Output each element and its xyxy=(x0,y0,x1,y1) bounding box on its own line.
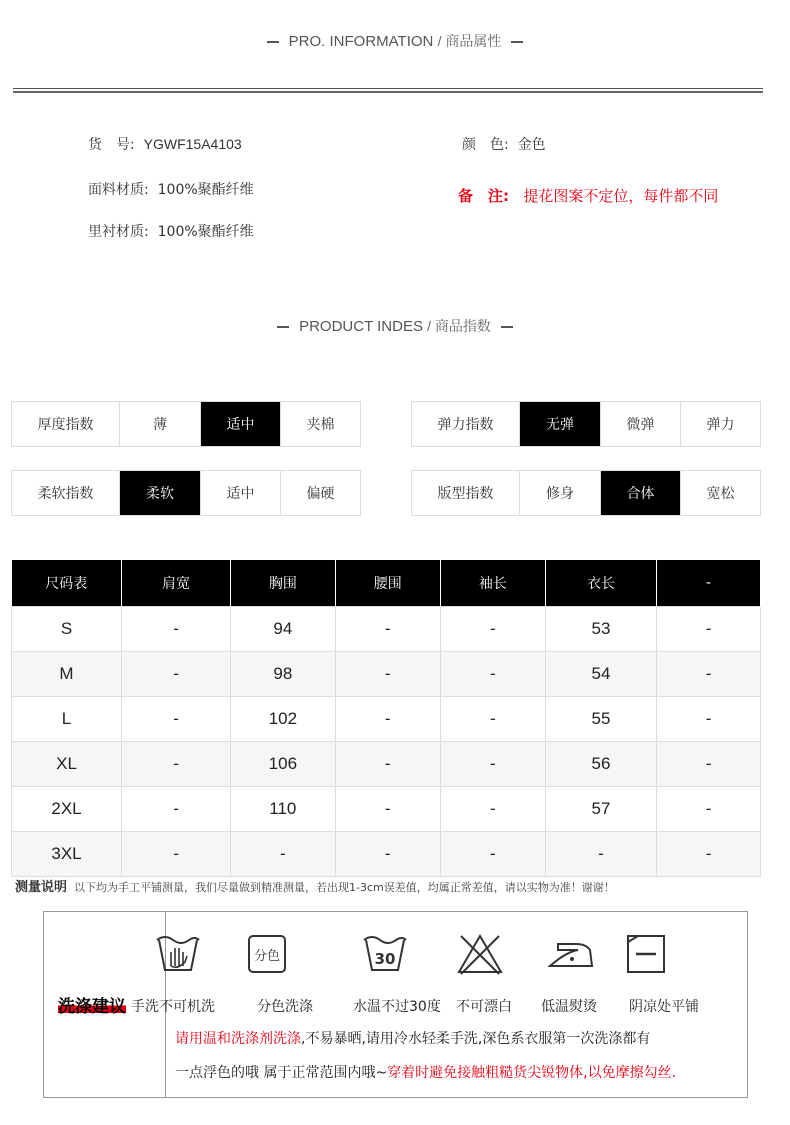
table-cell: 57 xyxy=(545,787,656,832)
table-cell: - xyxy=(122,787,231,832)
divider xyxy=(13,91,763,93)
no-bleach-icon xyxy=(455,932,505,980)
info-section-title: PRO. INFORMATION / 商品属性 xyxy=(0,31,790,51)
shade-dry-icon xyxy=(624,932,668,980)
table-cell: - xyxy=(122,607,231,652)
wash-icon-caption: 低温熨烫 xyxy=(541,999,597,1015)
table-cell: - xyxy=(657,607,761,652)
table-cell: - xyxy=(335,652,440,697)
wash-icon-caption: 阴凉处平铺 xyxy=(629,999,699,1015)
table-cell: - xyxy=(122,742,231,787)
table-cell: 55 xyxy=(545,697,656,742)
index-option: 合体 xyxy=(601,471,681,515)
table-cell: 2XL xyxy=(12,787,122,832)
table-cell: - xyxy=(657,697,761,742)
table-cell: 98 xyxy=(231,652,336,697)
table-cell: - xyxy=(122,697,231,742)
index-option: 修身 xyxy=(520,471,601,515)
index-option: 微弹 xyxy=(601,402,681,446)
index-option: 无弹 xyxy=(520,402,601,446)
table-cell: 102 xyxy=(231,697,336,742)
svg-text:分色: 分色 xyxy=(253,949,281,964)
table-cell: - xyxy=(657,787,761,832)
wash-title: 洗涤建议 xyxy=(58,992,126,1017)
hand-wash-icon xyxy=(153,932,203,980)
size-table-header: 胸围 xyxy=(231,560,336,607)
table-row xyxy=(12,652,761,697)
index-section-title: PRODUCT INDES / 商品指数 xyxy=(0,316,790,336)
table-cell: - xyxy=(440,652,545,697)
table-cell: L xyxy=(12,697,122,742)
size-table-header: 袖长 xyxy=(440,560,545,607)
table-row xyxy=(12,607,761,652)
index-option: 适中 xyxy=(201,471,281,515)
separate-wash-icon xyxy=(245,932,289,980)
low-iron-icon xyxy=(546,932,596,980)
table-cell: XL xyxy=(12,742,122,787)
table-row xyxy=(12,742,761,787)
index-row-0 xyxy=(11,401,361,447)
table-cell: - xyxy=(545,832,656,877)
index-option: 柔软 xyxy=(120,471,201,515)
table-cell: - xyxy=(122,652,231,697)
table-cell: - xyxy=(440,742,545,787)
table-cell: 3XL xyxy=(12,832,122,877)
index-option: 夹棉 xyxy=(306,417,335,433)
svg-text:30: 30 xyxy=(374,950,396,968)
index-option: 宽松 xyxy=(706,486,735,502)
index-option: 适中 xyxy=(201,402,281,446)
divider xyxy=(13,88,763,89)
table-cell: 106 xyxy=(231,742,336,787)
table-cell: 94 xyxy=(231,607,336,652)
wash-icon-caption: 不可漂白 xyxy=(456,999,512,1015)
lining-material: 里衬材质: 100%聚酯纤维 xyxy=(88,224,254,240)
index-option: 偏硬 xyxy=(306,486,335,502)
table-cell: 56 xyxy=(545,742,656,787)
size-table-header: 尺码表 xyxy=(12,560,122,607)
wash-instructions-line2: 一点浮色的哦 属于正常范围内哦~穿着时避免接触粗糙货尖锐物体,以免摩擦勾丝. xyxy=(175,1065,677,1081)
size-table-header: 衣长 xyxy=(545,560,656,607)
size-table-header: 腰围 xyxy=(335,560,440,607)
item-number: 货 号: YGWF15A4103 xyxy=(88,136,242,153)
wash-icon-caption: 分色洗涤 xyxy=(257,999,313,1015)
table-row xyxy=(12,832,761,877)
measure-note: 测量说明 以下均为手工平铺测量，我们尽量做到精准测量，若出现1-3cm误差值，均属正常差值，请以实物为准！谢谢！ xyxy=(15,880,615,895)
table-cell: - xyxy=(335,607,440,652)
index-row-3 xyxy=(411,470,761,516)
index-label: 弹力指数 xyxy=(412,402,520,446)
wash-instructions-line1: 请用温和洗涤剂洗涤,不易暴晒,请用冷水轻柔手洗,深色系衣服第一次洗涤都有 xyxy=(175,1031,651,1047)
table-row xyxy=(12,787,761,832)
table-cell: - xyxy=(657,652,761,697)
table-row xyxy=(12,697,761,742)
table-cell: M xyxy=(12,652,122,697)
index-label: 版型指数 xyxy=(412,471,520,515)
wash-icon-caption: 手洗不可机洗 xyxy=(131,999,215,1015)
index-row-1 xyxy=(411,401,761,447)
table-cell: - xyxy=(335,787,440,832)
size-table-header: - xyxy=(657,560,761,607)
table-cell: 53 xyxy=(545,607,656,652)
table-cell: - xyxy=(335,832,440,877)
wash-advice-panel xyxy=(43,911,748,1098)
index-label: 厚度指数 xyxy=(12,402,120,446)
size-table xyxy=(11,560,761,877)
table-cell: 110 xyxy=(231,787,336,832)
table-cell: - xyxy=(335,742,440,787)
table-cell: - xyxy=(440,697,545,742)
table-cell: - xyxy=(440,787,545,832)
table-cell: - xyxy=(122,832,231,877)
table-cell: - xyxy=(440,607,545,652)
table-cell: - xyxy=(335,697,440,742)
color-info: 颜 色: 金色 xyxy=(462,137,546,153)
wash-30-icon xyxy=(360,932,410,980)
index-option: 薄 xyxy=(120,402,201,446)
index-row-2 xyxy=(11,470,361,516)
table-cell: S xyxy=(12,607,122,652)
size-table-header: 肩宽 xyxy=(122,560,231,607)
wash-icon-caption: 水温不过30度 xyxy=(353,999,441,1015)
fabric-material: 面料材质: 100%聚酯纤维 xyxy=(88,182,254,198)
table-cell: 54 xyxy=(545,652,656,697)
remark-info: 备 注: 提花图案不定位，每件都不同 xyxy=(458,187,719,205)
table-cell: - xyxy=(231,832,336,877)
table-cell: - xyxy=(440,832,545,877)
table-cell: - xyxy=(657,742,761,787)
index-option: 弹力 xyxy=(706,417,735,433)
table-cell: - xyxy=(657,832,761,877)
index-label: 柔软指数 xyxy=(12,471,120,515)
